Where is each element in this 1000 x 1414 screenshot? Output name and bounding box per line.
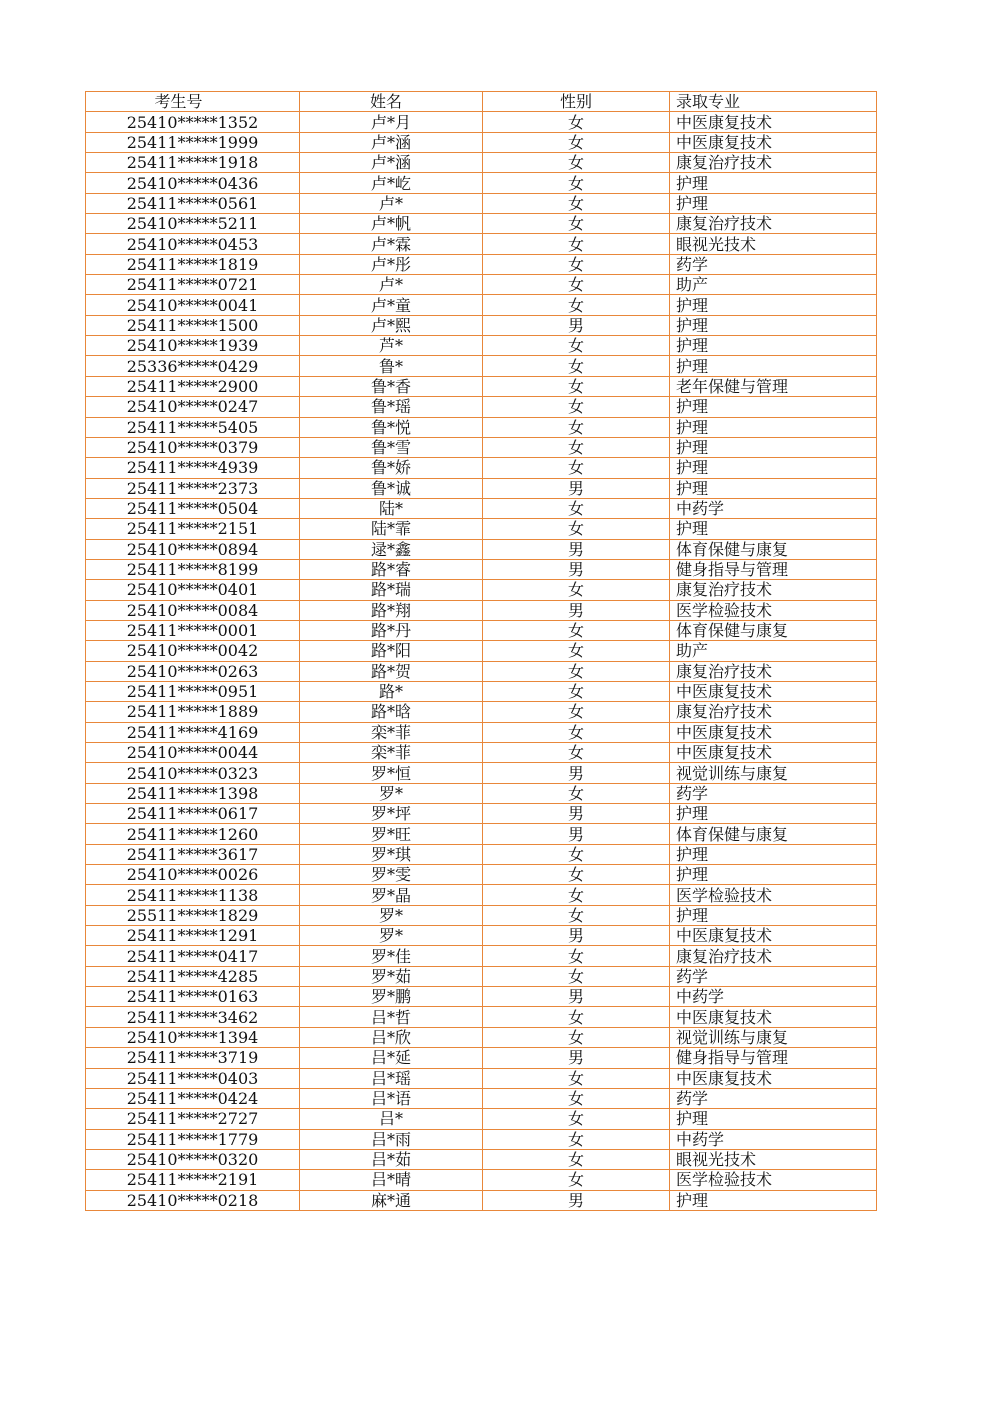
gender-cell: 女 xyxy=(483,885,670,905)
name-cell: 罗*旺 xyxy=(300,824,483,844)
name-cell: 鲁*悦 xyxy=(300,417,483,437)
table-row xyxy=(86,376,877,396)
gender-cell: 女 xyxy=(483,275,670,295)
table-row xyxy=(86,580,877,600)
gender-cell: 男 xyxy=(483,539,670,559)
gender-cell: 女 xyxy=(483,458,670,478)
major-cell: 护理 xyxy=(670,519,877,539)
student-id-cell: 25410*****0894 xyxy=(86,539,300,559)
gender-cell: 女 xyxy=(483,722,670,742)
student-id-cell: 25411*****0163 xyxy=(86,987,300,1007)
name-cell: 鲁*瑶 xyxy=(300,397,483,417)
table-row xyxy=(86,539,877,559)
table-row xyxy=(86,661,877,681)
name-cell: 卢*熙 xyxy=(300,315,483,335)
table-row xyxy=(86,620,877,640)
name-cell: 卢*帆 xyxy=(300,214,483,234)
table-row xyxy=(86,783,877,803)
student-id-cell: 25336*****0429 xyxy=(86,356,300,376)
student-id-cell: 25410*****0320 xyxy=(86,1149,300,1169)
name-cell: 吕*雨 xyxy=(300,1129,483,1149)
name-cell: 罗*恒 xyxy=(300,763,483,783)
gender-cell: 男 xyxy=(483,315,670,335)
student-id-cell: 25411*****2373 xyxy=(86,478,300,498)
table-row xyxy=(86,1088,877,1108)
name-cell: 罗*佳 xyxy=(300,946,483,966)
name-cell: 路*阳 xyxy=(300,641,483,661)
header-major: 录取专业 xyxy=(670,92,877,112)
name-cell: 罗*琪 xyxy=(300,844,483,864)
name-cell: 芦* xyxy=(300,336,483,356)
major-cell: 药学 xyxy=(670,1088,877,1108)
major-cell: 药学 xyxy=(670,254,877,274)
student-id-cell: 25410*****0401 xyxy=(86,580,300,600)
student-id-cell: 25411*****8199 xyxy=(86,559,300,579)
major-cell: 护理 xyxy=(670,315,877,335)
gender-cell: 女 xyxy=(483,1007,670,1027)
major-cell: 医学检验技术 xyxy=(670,1170,877,1190)
gender-cell: 男 xyxy=(483,1190,670,1210)
name-cell: 罗*坪 xyxy=(300,804,483,824)
gender-cell: 女 xyxy=(483,946,670,966)
name-cell: 鲁*香 xyxy=(300,376,483,396)
major-cell: 护理 xyxy=(670,356,877,376)
table-row xyxy=(86,173,877,193)
major-cell: 护理 xyxy=(670,173,877,193)
table-row xyxy=(86,763,877,783)
name-cell: 陆*霏 xyxy=(300,519,483,539)
name-cell: 罗*茹 xyxy=(300,966,483,986)
table-row xyxy=(86,1109,877,1129)
name-cell: 吕*欣 xyxy=(300,1027,483,1047)
name-cell: 路*睿 xyxy=(300,559,483,579)
major-cell: 护理 xyxy=(670,336,877,356)
name-cell: 罗* xyxy=(300,783,483,803)
major-cell: 护理 xyxy=(670,478,877,498)
student-id-cell: 25411*****1398 xyxy=(86,783,300,803)
student-id-cell: 25411*****0561 xyxy=(86,193,300,213)
table-row xyxy=(86,1007,877,1027)
table-row xyxy=(86,1027,877,1047)
major-cell: 健身指导与管理 xyxy=(670,559,877,579)
name-cell: 罗*雯 xyxy=(300,865,483,885)
name-cell: 鲁*雪 xyxy=(300,437,483,457)
student-id-cell: 25411*****1889 xyxy=(86,702,300,722)
table-row xyxy=(86,315,877,335)
name-cell: 路* xyxy=(300,681,483,701)
major-cell: 护理 xyxy=(670,905,877,925)
name-cell: 麻*通 xyxy=(300,1190,483,1210)
major-cell: 药学 xyxy=(670,783,877,803)
student-id-cell: 25410*****0218 xyxy=(86,1190,300,1210)
major-cell: 护理 xyxy=(670,1109,877,1129)
admission-table xyxy=(85,91,877,1211)
student-id-cell: 25411*****2151 xyxy=(86,519,300,539)
major-cell: 护理 xyxy=(670,458,877,478)
table-row xyxy=(86,498,877,518)
major-cell: 中药学 xyxy=(670,498,877,518)
name-cell: 路*瑞 xyxy=(300,580,483,600)
major-cell: 康复治疗技术 xyxy=(670,946,877,966)
table-row xyxy=(86,132,877,152)
student-id-cell: 25411*****1999 xyxy=(86,132,300,152)
major-cell: 健身指导与管理 xyxy=(670,1048,877,1068)
major-cell: 医学检验技术 xyxy=(670,885,877,905)
name-cell: 吕*延 xyxy=(300,1048,483,1068)
gender-cell: 女 xyxy=(483,661,670,681)
student-id-cell: 25411*****3462 xyxy=(86,1007,300,1027)
major-cell: 康复治疗技术 xyxy=(670,661,877,681)
major-cell: 中医康复技术 xyxy=(670,112,877,132)
name-cell: 卢*月 xyxy=(300,112,483,132)
student-id-cell: 25410*****0247 xyxy=(86,397,300,417)
name-cell: 吕*哲 xyxy=(300,1007,483,1027)
major-cell: 护理 xyxy=(670,417,877,437)
table-row xyxy=(86,702,877,722)
gender-cell: 女 xyxy=(483,844,670,864)
name-cell: 吕* xyxy=(300,1109,483,1129)
table-row xyxy=(86,1190,877,1210)
table-row xyxy=(86,519,877,539)
gender-cell: 男 xyxy=(483,987,670,1007)
table-row xyxy=(86,844,877,864)
gender-cell: 男 xyxy=(483,1048,670,1068)
major-cell: 中医康复技术 xyxy=(670,681,877,701)
gender-cell: 女 xyxy=(483,641,670,661)
gender-cell: 女 xyxy=(483,1088,670,1108)
gender-cell: 女 xyxy=(483,112,670,132)
name-cell: 路*贺 xyxy=(300,661,483,681)
student-id-cell: 25410*****0379 xyxy=(86,437,300,457)
major-cell: 体育保健与康复 xyxy=(670,539,877,559)
major-cell: 康复治疗技术 xyxy=(670,153,877,173)
gender-cell: 男 xyxy=(483,478,670,498)
student-id-cell: 25411*****2191 xyxy=(86,1170,300,1190)
name-cell: 吕*茹 xyxy=(300,1149,483,1169)
table-row xyxy=(86,722,877,742)
name-cell: 罗*鹏 xyxy=(300,987,483,1007)
major-cell: 眼视光技术 xyxy=(670,234,877,254)
student-id-cell: 25411*****2900 xyxy=(86,376,300,396)
student-id-cell: 25410*****5211 xyxy=(86,214,300,234)
gender-cell: 女 xyxy=(483,580,670,600)
major-cell: 护理 xyxy=(670,844,877,864)
name-cell: 鲁*娇 xyxy=(300,458,483,478)
gender-cell: 女 xyxy=(483,254,670,274)
student-id-cell: 25411*****1819 xyxy=(86,254,300,274)
table-row xyxy=(86,600,877,620)
major-cell: 中药学 xyxy=(670,987,877,1007)
table-row xyxy=(86,437,877,457)
major-cell: 护理 xyxy=(670,1190,877,1210)
gender-cell: 女 xyxy=(483,620,670,640)
major-cell: 助产 xyxy=(670,641,877,661)
header-gender: 性别 xyxy=(483,92,670,112)
gender-cell: 女 xyxy=(483,356,670,376)
gender-cell: 男 xyxy=(483,926,670,946)
student-id-cell: 25411*****0403 xyxy=(86,1068,300,1088)
table-row xyxy=(86,559,877,579)
table-row xyxy=(86,1149,877,1169)
student-id-cell: 25410*****0042 xyxy=(86,641,300,661)
name-cell: 卢*涵 xyxy=(300,132,483,152)
major-cell: 眼视光技术 xyxy=(670,1149,877,1169)
gender-cell: 女 xyxy=(483,295,670,315)
student-id-cell: 25410*****1394 xyxy=(86,1027,300,1047)
gender-cell: 女 xyxy=(483,173,670,193)
major-cell: 中医康复技术 xyxy=(670,743,877,763)
name-cell: 陆* xyxy=(300,498,483,518)
major-cell: 体育保健与康复 xyxy=(670,824,877,844)
major-cell: 药学 xyxy=(670,966,877,986)
major-cell: 护理 xyxy=(670,865,877,885)
student-id-cell: 25411*****0617 xyxy=(86,804,300,824)
gender-cell: 女 xyxy=(483,214,670,234)
major-cell: 康复治疗技术 xyxy=(670,702,877,722)
gender-cell: 女 xyxy=(483,905,670,925)
major-cell: 医学检验技术 xyxy=(670,600,877,620)
student-id-cell: 25411*****3617 xyxy=(86,844,300,864)
student-id-cell: 25411*****4285 xyxy=(86,966,300,986)
student-id-cell: 25411*****0417 xyxy=(86,946,300,966)
gender-cell: 女 xyxy=(483,1027,670,1047)
table-body xyxy=(86,112,877,1211)
student-id-cell: 25410*****0323 xyxy=(86,763,300,783)
table-row xyxy=(86,641,877,661)
gender-cell: 女 xyxy=(483,437,670,457)
student-id-cell: 25511*****1829 xyxy=(86,905,300,925)
major-cell: 视觉训练与康复 xyxy=(670,763,877,783)
major-cell: 中医康复技术 xyxy=(670,132,877,152)
name-cell: 卢* xyxy=(300,275,483,295)
table-row xyxy=(86,153,877,173)
table-row xyxy=(86,1048,877,1068)
major-cell: 护理 xyxy=(670,437,877,457)
name-cell: 逯*鑫 xyxy=(300,539,483,559)
table-row xyxy=(86,966,877,986)
gender-cell: 女 xyxy=(483,743,670,763)
student-id-cell: 25410*****0084 xyxy=(86,600,300,620)
gender-cell: 女 xyxy=(483,234,670,254)
student-id-cell: 25411*****0721 xyxy=(86,275,300,295)
table-row xyxy=(86,1129,877,1149)
gender-cell: 女 xyxy=(483,702,670,722)
student-id-cell: 25411*****0424 xyxy=(86,1088,300,1108)
major-cell: 中医康复技术 xyxy=(670,1007,877,1027)
student-id-cell: 25411*****4939 xyxy=(86,458,300,478)
student-id-cell: 25411*****1779 xyxy=(86,1129,300,1149)
table-row xyxy=(86,743,877,763)
table-row xyxy=(86,458,877,478)
major-cell: 助产 xyxy=(670,275,877,295)
student-id-cell: 25411*****0951 xyxy=(86,681,300,701)
major-cell: 康复治疗技术 xyxy=(670,214,877,234)
name-cell: 吕*瑶 xyxy=(300,1068,483,1088)
table-row xyxy=(86,478,877,498)
student-id-cell: 25411*****1918 xyxy=(86,153,300,173)
student-id-cell: 25410*****0453 xyxy=(86,234,300,254)
major-cell: 护理 xyxy=(670,397,877,417)
table-row xyxy=(86,397,877,417)
student-id-cell: 25410*****1352 xyxy=(86,112,300,132)
name-cell: 罗* xyxy=(300,905,483,925)
table-row xyxy=(86,987,877,1007)
student-id-cell: 25411*****4169 xyxy=(86,722,300,742)
gender-cell: 女 xyxy=(483,681,670,701)
name-cell: 卢* xyxy=(300,193,483,213)
name-cell: 吕*晴 xyxy=(300,1170,483,1190)
table-row xyxy=(86,356,877,376)
table-row xyxy=(86,926,877,946)
major-cell: 中医康复技术 xyxy=(670,926,877,946)
student-id-cell: 25410*****0263 xyxy=(86,661,300,681)
major-cell: 老年保健与管理 xyxy=(670,376,877,396)
gender-cell: 女 xyxy=(483,1109,670,1129)
gender-cell: 男 xyxy=(483,600,670,620)
gender-cell: 女 xyxy=(483,153,670,173)
gender-cell: 男 xyxy=(483,824,670,844)
name-cell: 路*翔 xyxy=(300,600,483,620)
student-id-cell: 25410*****0041 xyxy=(86,295,300,315)
student-id-cell: 25410*****0436 xyxy=(86,173,300,193)
student-id-cell: 25410*****0044 xyxy=(86,743,300,763)
student-id-cell: 25411*****2727 xyxy=(86,1109,300,1129)
name-cell: 鲁*诚 xyxy=(300,478,483,498)
name-cell: 卢*童 xyxy=(300,295,483,315)
student-id-cell: 25411*****3719 xyxy=(86,1048,300,1068)
table-row xyxy=(86,1170,877,1190)
student-id-cell: 25411*****1291 xyxy=(86,926,300,946)
gender-cell: 男 xyxy=(483,804,670,824)
gender-cell: 女 xyxy=(483,498,670,518)
student-id-cell: 25411*****1260 xyxy=(86,824,300,844)
header-student-id: 考生号 xyxy=(86,92,300,112)
major-cell: 护理 xyxy=(670,193,877,213)
header-row xyxy=(86,92,877,112)
major-cell: 中医康复技术 xyxy=(670,1068,877,1088)
major-cell: 康复治疗技术 xyxy=(670,580,877,600)
student-id-cell: 25411*****1500 xyxy=(86,315,300,335)
table-row xyxy=(86,214,877,234)
table-row xyxy=(86,885,877,905)
gender-cell: 女 xyxy=(483,132,670,152)
name-cell: 路*晗 xyxy=(300,702,483,722)
table-row xyxy=(86,336,877,356)
table-row xyxy=(86,681,877,701)
table-row xyxy=(86,112,877,132)
name-cell: 卢*彤 xyxy=(300,254,483,274)
name-cell: 吕*语 xyxy=(300,1088,483,1108)
gender-cell: 女 xyxy=(483,1068,670,1088)
gender-cell: 女 xyxy=(483,1149,670,1169)
table-row xyxy=(86,1068,877,1088)
student-id-cell: 25411*****1138 xyxy=(86,885,300,905)
name-cell: 栾*菲 xyxy=(300,722,483,742)
major-cell: 中医康复技术 xyxy=(670,722,877,742)
gender-cell: 女 xyxy=(483,1170,670,1190)
table-row xyxy=(86,193,877,213)
table-row xyxy=(86,905,877,925)
name-cell: 鲁* xyxy=(300,356,483,376)
student-id-cell: 25411*****0504 xyxy=(86,498,300,518)
name-cell: 卢*霖 xyxy=(300,234,483,254)
student-id-cell: 25411*****0001 xyxy=(86,620,300,640)
gender-cell: 男 xyxy=(483,559,670,579)
major-cell: 视觉训练与康复 xyxy=(670,1027,877,1047)
header-name: 姓名 xyxy=(300,92,483,112)
gender-cell: 女 xyxy=(483,519,670,539)
major-cell: 护理 xyxy=(670,295,877,315)
gender-cell: 女 xyxy=(483,336,670,356)
gender-cell: 女 xyxy=(483,966,670,986)
student-id-cell: 25410*****0026 xyxy=(86,865,300,885)
table-row xyxy=(86,417,877,437)
name-cell: 卢*涵 xyxy=(300,153,483,173)
table-row xyxy=(86,804,877,824)
gender-cell: 女 xyxy=(483,783,670,803)
table-row xyxy=(86,254,877,274)
table-row xyxy=(86,295,877,315)
table-row xyxy=(86,946,877,966)
name-cell: 栾*菲 xyxy=(300,743,483,763)
major-cell: 体育保健与康复 xyxy=(670,620,877,640)
table-row xyxy=(86,234,877,254)
gender-cell: 女 xyxy=(483,865,670,885)
gender-cell: 女 xyxy=(483,417,670,437)
name-cell: 路*丹 xyxy=(300,620,483,640)
student-id-cell: 25411*****5405 xyxy=(86,417,300,437)
gender-cell: 女 xyxy=(483,376,670,396)
table-row xyxy=(86,865,877,885)
gender-cell: 女 xyxy=(483,397,670,417)
table-row xyxy=(86,275,877,295)
gender-cell: 男 xyxy=(483,763,670,783)
gender-cell: 女 xyxy=(483,193,670,213)
name-cell: 罗*晶 xyxy=(300,885,483,905)
student-id-cell: 25410*****1939 xyxy=(86,336,300,356)
name-cell: 卢*屹 xyxy=(300,173,483,193)
major-cell: 中药学 xyxy=(670,1129,877,1149)
major-cell: 护理 xyxy=(670,804,877,824)
name-cell: 罗* xyxy=(300,926,483,946)
gender-cell: 女 xyxy=(483,1129,670,1149)
table-row xyxy=(86,824,877,844)
